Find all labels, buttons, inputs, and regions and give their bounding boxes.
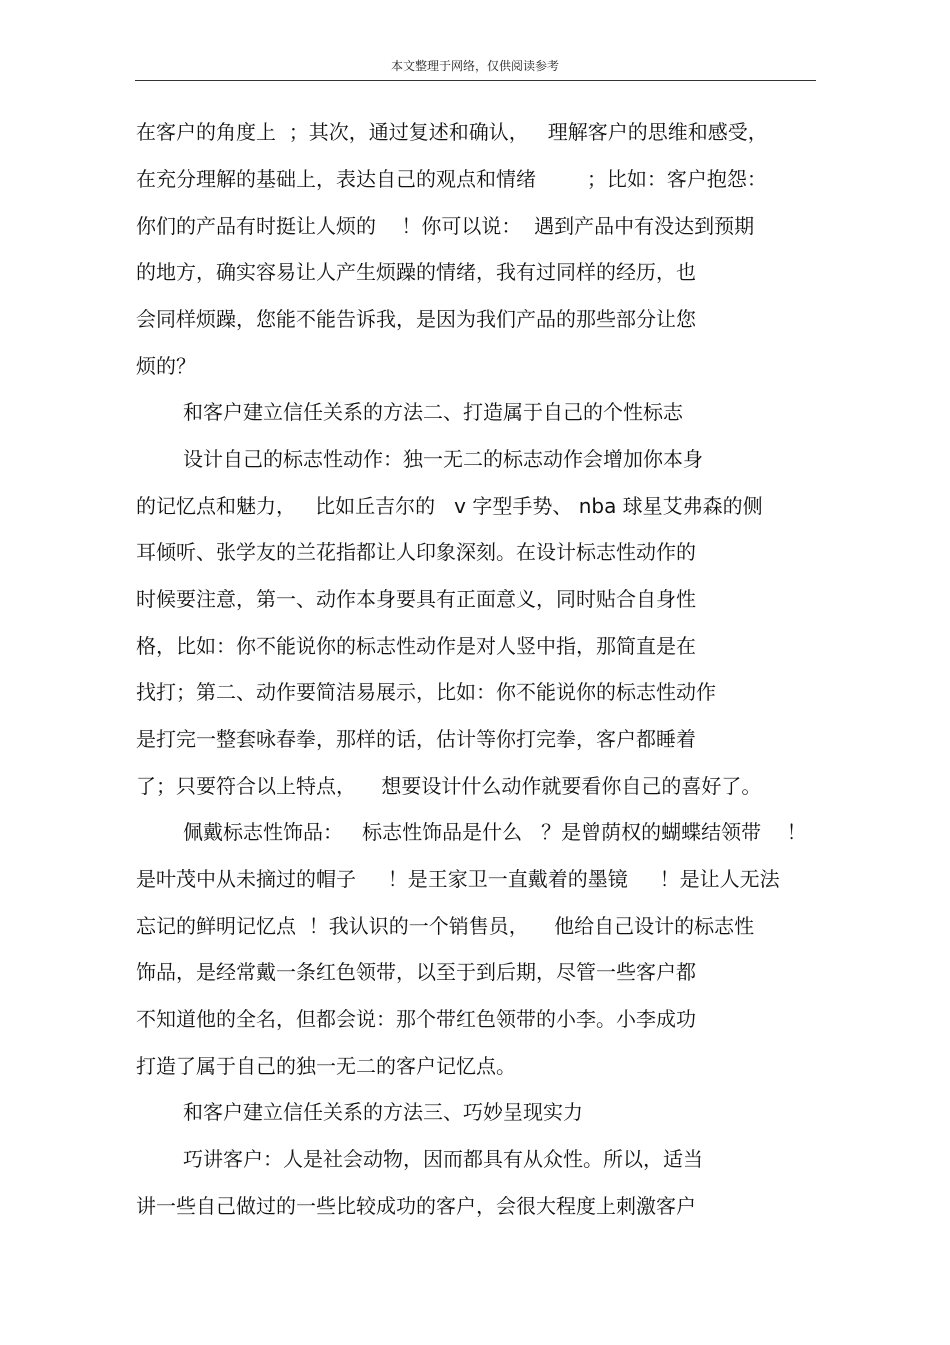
- text-line: 忘记的鲜明记忆点 ！我认识的一个销售员， 他给自己设计的标志性: [136, 914, 755, 938]
- text-line: 时候要注意，第一、动作本身要具有正面意义，同时贴合自身性: [136, 587, 696, 611]
- text-line: 巧讲客户：人是社会动物，因而都具有从众性。所以，适当: [183, 1147, 703, 1171]
- text-line: 设计自己的标志性动作：独一无二的标志动作会增加你本身: [183, 447, 703, 471]
- text-line: 你们的产品有时挺让人烦的 ！你可以说： 遇到产品中有没达到预期: [136, 214, 755, 238]
- text-line: 了；只要符合以上特点， 想要设计什么动作就要看你自己的喜好了。: [136, 774, 762, 798]
- text-line: 在充分理解的基础上，表达自己的观点和情绪 ；比如：客户抱怨：: [136, 167, 767, 191]
- text-line: 耳倾听、张学友的兰花指都让人印象深刻。在设计标志性动作的: [136, 540, 696, 564]
- text-line: 在客户的角度上 ；其次，通过复述和确认， 理解客户的思维和感受，: [136, 120, 768, 144]
- text-line: 格，比如：你不能说你的标志性动作是对人竖中指，那简直是在: [136, 634, 696, 658]
- text-line: 不知道他的全名，但都会说：那个带红色领带的小李。小李成功: [136, 1007, 696, 1031]
- text-line: 的地方，确实容易让人产生烦躁的情绪，我有过同样的经历，也: [136, 260, 696, 284]
- text-line: 打造了属于自己的独一无二的客户记忆点。: [136, 1054, 516, 1078]
- text-line: 是打完一整套咏春拳，那样的话，估计等你打完拳，客户都睡着: [136, 727, 696, 751]
- text-line: 讲一些自己做过的一些比较成功的客户，会很大程度上刺激客户: [136, 1194, 696, 1218]
- text-line: 佩戴标志性饰品： 标志性饰品是什么 ？是曾荫权的蝴蝶结领带 ！: [183, 820, 807, 844]
- text-line: 的记忆点和魅力， 比如丘吉尔的 v 字型手势、 nba 球星艾弗森的侧: [136, 494, 763, 518]
- text-line: 烦的？: [136, 354, 196, 378]
- section-heading: 和客户建立信任关系的方法三、巧妙呈现实力: [183, 1100, 583, 1124]
- page-header: 本文整理于网络，仅供阅读参考: [390, 59, 559, 73]
- text-line: 找打；第二、动作要简洁易展示，比如：你不能说你的标志性动作: [136, 680, 716, 704]
- header-rule: [135, 80, 816, 81]
- section-heading: 和客户建立信任关系的方法二、打造属于自己的个性标志: [183, 400, 683, 424]
- text-line: 会同样烦躁，您能不能告诉我，是因为我们产品的那些部分让您: [136, 307, 696, 331]
- text-line: 饰品，是经常戴一条红色领带，以至于到后期，尽管一些客户都: [136, 960, 696, 984]
- text-line: 是叶茂中从未摘过的帽子 ！是王家卫一直戴着的墨镜 ！是让人无法: [136, 867, 780, 891]
